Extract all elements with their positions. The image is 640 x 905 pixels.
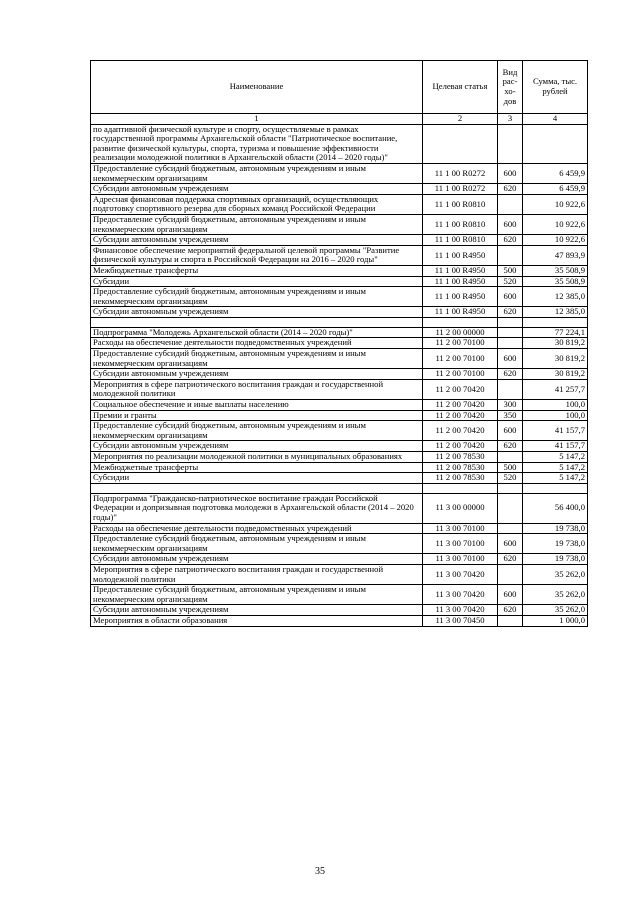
row-type xyxy=(498,452,523,463)
row-sum: 10 922,6 xyxy=(523,235,588,246)
table-row xyxy=(91,452,588,463)
row-name: Социальное обеспечение и иные выплаты населению xyxy=(91,400,423,411)
row-type: 600 xyxy=(498,287,523,307)
row-code: 11 2 00 78530 xyxy=(423,462,498,473)
row-code: 11 3 00 70100 xyxy=(423,554,498,565)
row-code xyxy=(423,317,498,327)
row-name: Финансовое обеспечение мероприятий федеральной целевой программы "Развитие физической культуры и спорта в Российской Федерации на 2016 – 2020 годы" xyxy=(91,245,423,265)
row-type: 500 xyxy=(498,462,523,473)
column-number: 4 xyxy=(523,114,588,125)
page-number: 35 xyxy=(315,866,325,877)
row-code: 11 3 00 70100 xyxy=(423,523,498,534)
row-sum: 12 385,0 xyxy=(523,307,588,318)
table-row xyxy=(91,554,588,565)
row-sum: 5 147,2 xyxy=(523,473,588,484)
row-code: 11 1 00 R4950 xyxy=(423,287,498,307)
row-type: 600 xyxy=(498,214,523,234)
table-row xyxy=(91,124,588,163)
row-type: 600 xyxy=(498,421,523,441)
row-code: 11 3 00 70420 xyxy=(423,564,498,584)
header-sum: Сумма, тыс. рублей xyxy=(523,61,588,114)
row-type: 620 xyxy=(498,184,523,195)
row-code: 11 3 00 70420 xyxy=(423,605,498,616)
row-name: Мероприятия в сфере патриотического воспитания граждан и государственной молодежной политики xyxy=(91,379,423,399)
row-code xyxy=(423,483,498,493)
row-name: Предоставление субсидий бюджетным, автономным учреждениям и иным некоммерческим организациям xyxy=(91,214,423,234)
row-name: Подпрограмма "Молодежь Архангельской области (2014 – 2020 годы)" xyxy=(91,327,423,338)
row-type: 600 xyxy=(498,534,523,554)
row-sum: 100,0 xyxy=(523,410,588,421)
row-sum xyxy=(523,483,588,493)
column-number-row xyxy=(91,114,588,125)
row-type xyxy=(498,124,523,163)
row-sum: 5 147,2 xyxy=(523,452,588,463)
row-code xyxy=(423,124,498,163)
table-row xyxy=(91,276,588,287)
table-row xyxy=(91,421,588,441)
table-row xyxy=(91,523,588,534)
table-row xyxy=(91,379,588,399)
row-type: 600 xyxy=(498,163,523,183)
row-name: Мероприятия в сфере патриотического воспитания граждан и государственной молодежной политики xyxy=(91,564,423,584)
row-code: 11 2 00 70100 xyxy=(423,349,498,369)
row-code: 11 2 00 70420 xyxy=(423,421,498,441)
row-sum: 19 738,0 xyxy=(523,534,588,554)
row-name: Межбюджетные трансферты xyxy=(91,265,423,276)
row-code: 11 2 00 70420 xyxy=(423,400,498,411)
table-row xyxy=(91,462,588,473)
row-sum: 47 893,9 xyxy=(523,245,588,265)
row-sum: 30 819,2 xyxy=(523,338,588,349)
row-name: Субсидии автономным учреждениям xyxy=(91,605,423,616)
row-name: Предоставление субсидий бюджетным, автономным учреждениям и иным некоммерческим организациям xyxy=(91,163,423,183)
table-row xyxy=(91,163,588,183)
row-type: 600 xyxy=(498,585,523,605)
row-name: Расходы на обеспечение деятельности подведомственных учреждений xyxy=(91,523,423,534)
table-row xyxy=(91,184,588,195)
spacer-row xyxy=(91,317,588,327)
row-name: Субсидии автономным учреждениям xyxy=(91,441,423,452)
subprogram-row xyxy=(91,327,588,338)
row-sum: 5 147,2 xyxy=(523,462,588,473)
table-row xyxy=(91,605,588,616)
row-name xyxy=(91,317,423,327)
row-code: 11 2 00 70100 xyxy=(423,338,498,349)
table-row xyxy=(91,235,588,246)
table-row xyxy=(91,473,588,484)
row-name: Субсидии автономным учреждениям xyxy=(91,307,423,318)
row-type xyxy=(498,564,523,584)
row-code: 11 2 00 70100 xyxy=(423,369,498,380)
row-type: 620 xyxy=(498,605,523,616)
row-name: Субсидии автономным учреждениям xyxy=(91,554,423,565)
row-sum: 41 157,7 xyxy=(523,421,588,441)
row-sum: 56 400,0 xyxy=(523,493,588,523)
row-code: 11 2 00 70420 xyxy=(423,379,498,399)
row-name: Предоставление субсидий бюджетным, автономным учреждениям и иным некоммерческим организациям xyxy=(91,287,423,307)
row-type: 620 xyxy=(498,235,523,246)
row-name xyxy=(91,483,423,493)
row-type: 300 xyxy=(498,400,523,411)
table-row xyxy=(91,534,588,554)
row-code: 11 1 00 R4950 xyxy=(423,307,498,318)
row-name: Субсидии xyxy=(91,276,423,287)
table-row xyxy=(91,245,588,265)
subprogram-row xyxy=(91,493,588,523)
row-name: Субсидии автономным учреждениям xyxy=(91,184,423,195)
row-code: 11 2 00 78530 xyxy=(423,452,498,463)
table-row xyxy=(91,307,588,318)
row-name: Подпрограмма "Гражданско-патриотическое воспитание граждан Российской Федерации и допризывная подготовка молодежи в Архангельской области (2014 – 2020 годы)" xyxy=(91,493,423,523)
header-type: Вид рас-хо-дов xyxy=(498,61,523,114)
row-name: Межбюджетные трансферты xyxy=(91,462,423,473)
row-sum: 35 262,0 xyxy=(523,585,588,605)
row-sum: 30 819,2 xyxy=(523,349,588,369)
row-name: Мероприятия в области образования xyxy=(91,615,423,626)
row-sum: 30 819,2 xyxy=(523,369,588,380)
row-name: Мероприятия по реализации молодежной политики в муниципальных образованиях xyxy=(91,452,423,463)
table-row xyxy=(91,338,588,349)
table-row xyxy=(91,287,588,307)
row-code: 11 2 00 70420 xyxy=(423,441,498,452)
row-type: 520 xyxy=(498,473,523,484)
row-code: 11 2 00 70420 xyxy=(423,410,498,421)
row-sum: 41 157,7 xyxy=(523,441,588,452)
row-type: 620 xyxy=(498,369,523,380)
row-type: 600 xyxy=(498,349,523,369)
table-row xyxy=(91,410,588,421)
row-name: по адаптивной физической культуре и спорту, осуществляемые в рамках государственной программы Архангельской области "Патриотическое воспитание, развитие физической культуры, спорта, туризма и повышение эффективности реализации молодежной политики в Архангельской области (2014 – 2020 годы)" xyxy=(91,124,423,163)
row-name: Предоставление субсидий бюджетным, автономным учреждениям и иным некоммерческим организациям xyxy=(91,421,423,441)
row-sum: 35 508,9 xyxy=(523,276,588,287)
row-type xyxy=(498,379,523,399)
row-sum xyxy=(523,317,588,327)
row-sum: 1 000,0 xyxy=(523,615,588,626)
row-sum: 19 738,0 xyxy=(523,523,588,534)
table-row xyxy=(91,265,588,276)
budget-table xyxy=(90,60,588,627)
column-number: 1 xyxy=(91,114,423,125)
row-sum: 6 459,9 xyxy=(523,163,588,183)
row-code: 11 3 00 00000 xyxy=(423,493,498,523)
header-code: Целевая статья xyxy=(423,61,498,114)
row-name: Предоставление субсидий бюджетным, автономным учреждениям и иным некоммерческим организациям xyxy=(91,534,423,554)
row-code: 11 2 00 00000 xyxy=(423,327,498,338)
row-code: 11 3 00 70100 xyxy=(423,534,498,554)
row-type: 620 xyxy=(498,441,523,452)
row-type xyxy=(498,493,523,523)
row-sum: 35 262,0 xyxy=(523,564,588,584)
table-row xyxy=(91,615,588,626)
row-sum: 12 385,0 xyxy=(523,287,588,307)
row-type: 620 xyxy=(498,554,523,565)
row-type xyxy=(498,523,523,534)
row-code: 11 1 00 R0810 xyxy=(423,214,498,234)
row-sum: 35 508,9 xyxy=(523,265,588,276)
row-sum: 100,0 xyxy=(523,400,588,411)
table-row xyxy=(91,194,588,214)
table-row xyxy=(91,349,588,369)
row-sum: 10 922,6 xyxy=(523,194,588,214)
row-code: 11 2 00 78530 xyxy=(423,473,498,484)
row-type: 500 xyxy=(498,265,523,276)
row-type xyxy=(498,615,523,626)
row-type xyxy=(498,194,523,214)
row-code: 11 1 00 R0272 xyxy=(423,163,498,183)
spacer-row xyxy=(91,483,588,493)
table-row xyxy=(91,564,588,584)
row-code: 11 1 00 R4950 xyxy=(423,276,498,287)
table-row xyxy=(91,214,588,234)
row-sum: 6 459,9 xyxy=(523,184,588,195)
row-name: Предоставление субсидий бюджетным, автономным учреждениям и иным некоммерческим организациям xyxy=(91,585,423,605)
row-sum: 77 224,1 xyxy=(523,327,588,338)
column-number: 2 xyxy=(423,114,498,125)
row-code: 11 1 00 R4950 xyxy=(423,245,498,265)
row-type xyxy=(498,327,523,338)
row-sum: 19 738,0 xyxy=(523,554,588,565)
row-code: 11 1 00 R4950 xyxy=(423,265,498,276)
row-type xyxy=(498,245,523,265)
header-name: Наименование xyxy=(91,61,423,114)
row-code: 11 3 00 70450 xyxy=(423,615,498,626)
column-number: 3 xyxy=(498,114,523,125)
row-name: Расходы на обеспечение деятельности подведомственных учреждений xyxy=(91,338,423,349)
row-name: Субсидии xyxy=(91,473,423,484)
row-code: 11 1 00 R0810 xyxy=(423,235,498,246)
row-name: Адресная финансовая поддержка спортивных организаций, осуществляющих подготовку спортивного резерва для сборных команд Российской Федерации xyxy=(91,194,423,214)
row-name: Премии и гранты xyxy=(91,410,423,421)
row-name: Субсидии автономным учреждениям xyxy=(91,369,423,380)
row-sum: 41 257,7 xyxy=(523,379,588,399)
row-name: Субсидии автономным учреждениям xyxy=(91,235,423,246)
row-type: 620 xyxy=(498,307,523,318)
row-sum: 10 922,6 xyxy=(523,214,588,234)
row-type xyxy=(498,338,523,349)
row-code: 11 3 00 70420 xyxy=(423,585,498,605)
table-row xyxy=(91,585,588,605)
table-row xyxy=(91,369,588,380)
row-sum: 35 262,0 xyxy=(523,605,588,616)
row-type: 520 xyxy=(498,276,523,287)
row-name: Предоставление субсидий бюджетным, автономным учреждениям и иным некоммерческим организациям xyxy=(91,349,423,369)
row-type xyxy=(498,483,523,493)
table-row xyxy=(91,400,588,411)
table-row xyxy=(91,441,588,452)
table-header-row xyxy=(91,61,588,114)
row-code: 11 1 00 R0810 xyxy=(423,194,498,214)
row-type: 350 xyxy=(498,410,523,421)
row-type xyxy=(498,317,523,327)
row-sum xyxy=(523,124,588,163)
table-body xyxy=(91,124,588,626)
row-code: 11 1 00 R0272 xyxy=(423,184,498,195)
